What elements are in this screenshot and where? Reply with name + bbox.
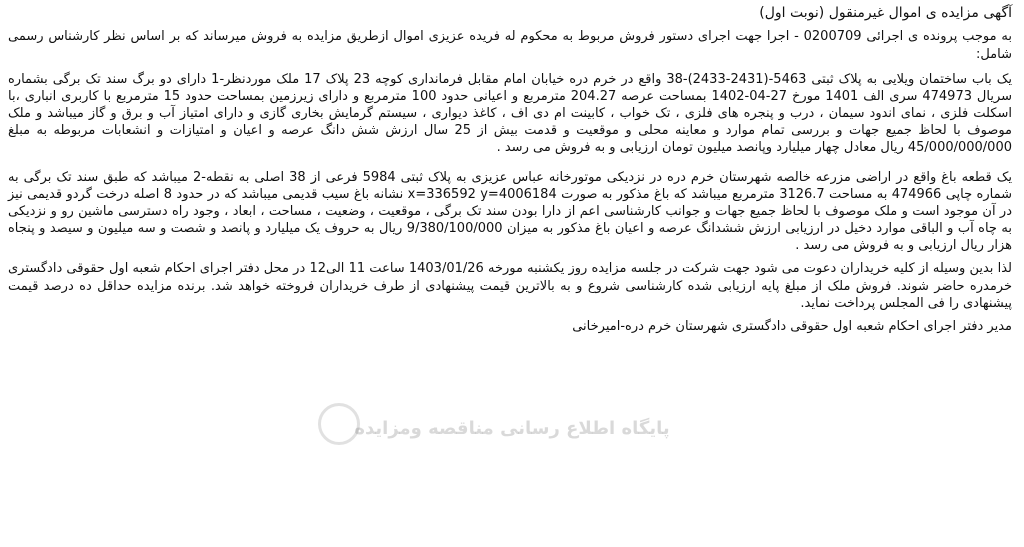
watermark-text: پایگاه اطلاع رسانی مناقصه ومزایده — [354, 418, 670, 439]
document-body — [8, 4, 1012, 341]
property-item-1: یک باب ساختمان ویلایی به پلاک ثبتی 5463-(2431-2433)-38 واقع در خرم دره خیابان امام مقابل فرمانداری کوچه 23 پلاک 17 ملک موردنظر-1 دارای دو برگ سند تک برگی بشماره سریال 474973 سری الف 1401 مورخ 27-04-1402 بمساحت عرصه 204.27 مترمربع و اعیانی حدود 100 مترمربع و دارای زیرزمین بمساحت حدود 15 مترمربع با کاربری انباری ،با اسکلت فلزی ، نمای اندود سیمان ، درب و پنجره های فلزی ، تک خواب ، کابینت ام دی اف ، کاغذ دیواری ، سیستم گرمایش بخاری گازی و دارای امتیاز آب و برق و گاز میباشد و ملک موصوف با لحاظ جمیع جهات و بررسی تمام موارد و معاینه محلی و موقعیت و قدمت بیش از 25 سال ارزش شش دانگ عرصه و اعیان و امتیازات و انشعابات مربوطه به مبلغ 45/000/000/000 ریال معادل چهار میلیارد وپانصد میلیون تومان ارزیابی و به فروش می رسد . — [8, 71, 1013, 156]
intro-paragraph: به موجب پرونده ی اجرائی 0200709 - اجرا جهت اجرای دستور فروش مربوط به محکوم له فریده عزیزی اموال ازطریق مزایده به فروش میرساند که بر اساس نظر کارشناس رسمی شامل: — [8, 29, 1012, 62]
watermark-logo — [318, 403, 360, 445]
notice-title: آگهی مزایده ی اموال غیرمنقول (نوبت اول) — [759, 5, 1012, 21]
property-item-2: یک قطعه باغ واقع در اراضی مزرعه خالصه شهرستان خرم دره در نزدیکی موتورخانه عباس عزیزی به پلاک ثبتی 5984 فرعی از 38 اصلی به نقطه-2 میباشد که طبق سند تک برگی به شماره چاپی 474966 به مساحت 3126.7 مترمربع میباشد که باغ مذکور به صورت x=336592 y=4006184 نشانه باغ سیب قدیمی میباشد که در حدود 8 اصله درخت گردو قدیمی نیز در آن موجود است و ملک موصوف با لحاظ جمیع جهات و جوانب کارشناسی اعم از دارا بودن سند تک برگی ، موقعیت ، وضعیت ، مساحت ، ابعاد ، وجود راه دسترسی ماشین رو و نزدیکی به چاه آب و الباقی موارد دخیل در ارزیابی ارزش ششدانگ عرصه و اعیان باغ مذکور به میزان 9/380/100/000 ریال به حروف یک میلیارد و پانصد و شصت و سه میلیون و سیصد و پنجاه هزار ریال ارزیابی و به فروش می رسد . — [8, 169, 1012, 254]
invitation-paragraph: لذا بدین وسیله از کلیه خریداران دعوت می شود جهت شرکت در جلسه مزایده روز یکشنبه مورخه 1403/01/26 ساعت 11 الی12 در محل دفتر اجرای احکام شعبه اول حقوقی دادگستری خرمدره حاضر شوند. فروش ملک از مبلغ پایه ارزیابی شده کارشناسی شروع و به بالاترین قیمت پیشنهادی از طرف خریداران فروخته خواهد شد. برنده مزایده حداقل ده درصد قیمت پیشنهادی را فی المجلس پرداخت نماید. — [8, 261, 1012, 311]
signature-line: مدیر دفتر اجرای احکام شعبه اول حقوقی دادگستری شهرستان خرم دره-امیرخانی — [572, 318, 1012, 334]
